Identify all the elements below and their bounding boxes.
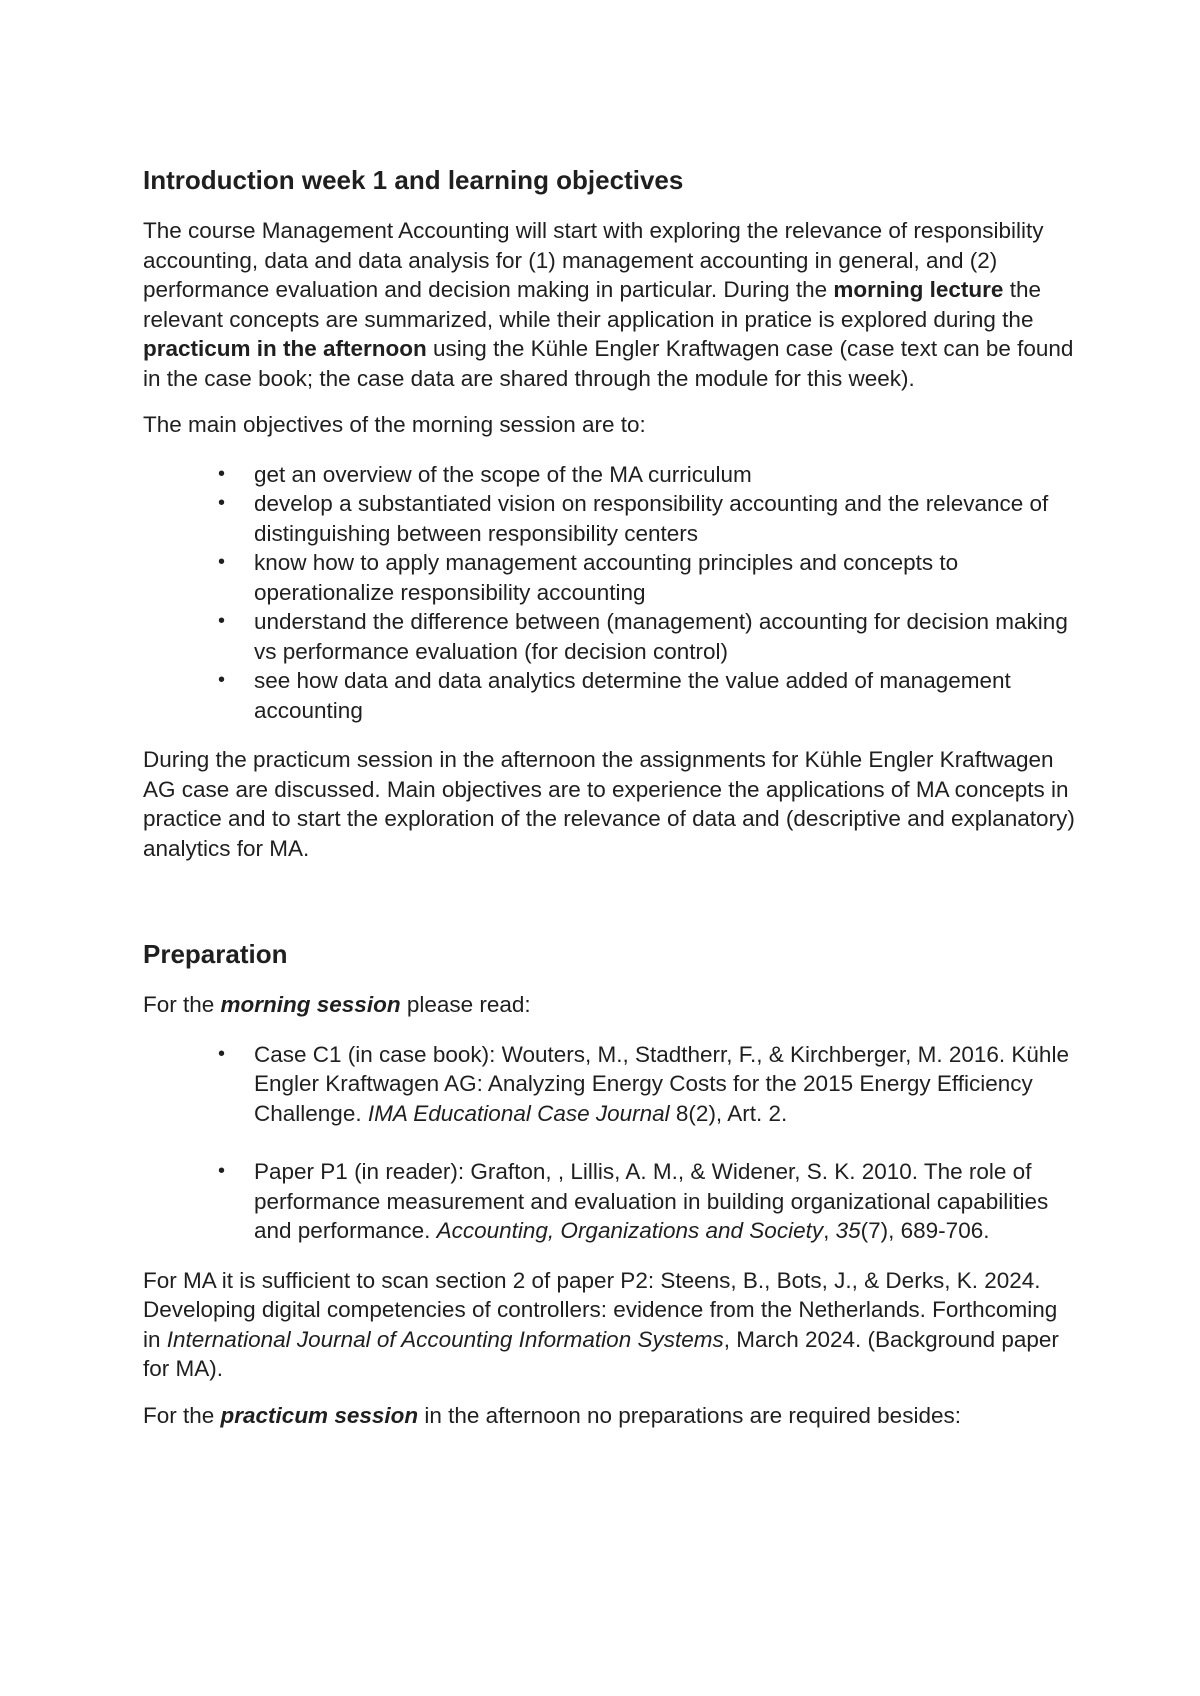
- emphasis-practicum-session: practicum session: [220, 1402, 419, 1428]
- reading-text: Paper P1 (in reader): Grafton, , Lillis, A. M., & Widener, S. K. 2010. The role of performance measurement and evaluation in building organizational capabilities and performance.: [254, 1159, 1049, 1243]
- preparation-heading: Preparation: [143, 939, 288, 969]
- objective-item: • understand the difference between (management) accounting for decision making vs performance evaluation (for decision control): [254, 607, 1080, 666]
- text: in the afternoon no preparations are required besides:: [418, 1402, 961, 1428]
- text: For the: [143, 992, 221, 1017]
- morning-reading-intro: [143, 990, 1080, 1020]
- reading-text: Case C1 (in case book): Wouters, M., Stadtherr, F., & Kirchberger, M. 2016. Kühle Engler Kraftwagen AG: Analyzing Energy Costs for the 2015 Energy Efficiency Challenge.: [254, 1041, 1069, 1126]
- bold-practicum-afternoon: practicum in the afternoon: [143, 336, 427, 361]
- reading-text: 8(2), Art. 2.: [669, 1100, 788, 1126]
- intro-text: the relevant concepts are summarized, while their application in pratice is explored during the: [143, 277, 1041, 332]
- text: For MA it is sufficient to scan section 2 of paper P2: Steens, B., Bots, J., & Derks, K. 2024. Developing digital competencies of controllers: evidence from the Netherlands. Forthcoming in: [143, 1267, 1058, 1352]
- text: For the: [143, 1402, 221, 1428]
- objective-item: • know how to apply management accounting principles and concepts to operationalize responsibility accounting: [254, 548, 1080, 607]
- objective-item: • see how data and data analytics determine the value added of management accounting: [254, 666, 1080, 725]
- ma-paragraph: [143, 1266, 1080, 1384]
- journal-title: Accounting, Organizations and Society: [436, 1218, 824, 1243]
- section-spacer: [143, 880, 1080, 938]
- objectives-list: [143, 460, 1080, 726]
- volume: 35: [835, 1218, 861, 1243]
- reading-item: [254, 1157, 1080, 1246]
- readings-list: [143, 1040, 1080, 1246]
- objective-item: • develop a substantiated vision on responsibility accounting and the relevance of distinguishing between responsibility centers: [254, 489, 1080, 548]
- practicum-prep-paragraph: [143, 1401, 1080, 1431]
- reading-text: (7), 689-706.: [860, 1218, 990, 1243]
- intro-text: The course Management Accounting will start with exploring the relevance of responsibility accounting, data and data analysis for (1) management accounting in general, and (2) performance evaluation and decision making in particular. During the: [143, 218, 1044, 302]
- reading-text: ,: [823, 1218, 836, 1243]
- intro-heading: Introduction week 1 and learning objectives: [143, 165, 684, 195]
- text: , March 2024. (Background paper for MA).: [143, 1326, 1059, 1381]
- emphasis-morning-session: morning session: [220, 992, 401, 1017]
- practicum-paragraph: During the practicum session in the afternoon the assignments for Kühle Engler Kraftwagen AG case are discussed. Main objectives are to experience the applications of MA concepts in practice and to start the exploration of the relevance of data and (descriptive and explanatory) analytics for MA.: [143, 747, 1075, 861]
- text: please read:: [400, 992, 531, 1017]
- bold-morning-lecture: morning lecture: [833, 277, 1004, 302]
- intro-text: using the Kühle Engler Kraftwagen case (case text can be found in the case book; the case data are shared through the module for this week).: [143, 336, 1074, 391]
- objectives-intro: The main objectives of the morning session are to:: [143, 412, 646, 437]
- intro-paragraph: [143, 216, 1080, 393]
- objective-item: • get an overview of the scope of the MA curriculum: [254, 460, 1080, 490]
- journal-title: International Journal of Accounting Information Systems: [166, 1326, 724, 1352]
- reading-item: [254, 1040, 1080, 1129]
- journal-title: IMA Educational Case Journal: [367, 1100, 670, 1126]
